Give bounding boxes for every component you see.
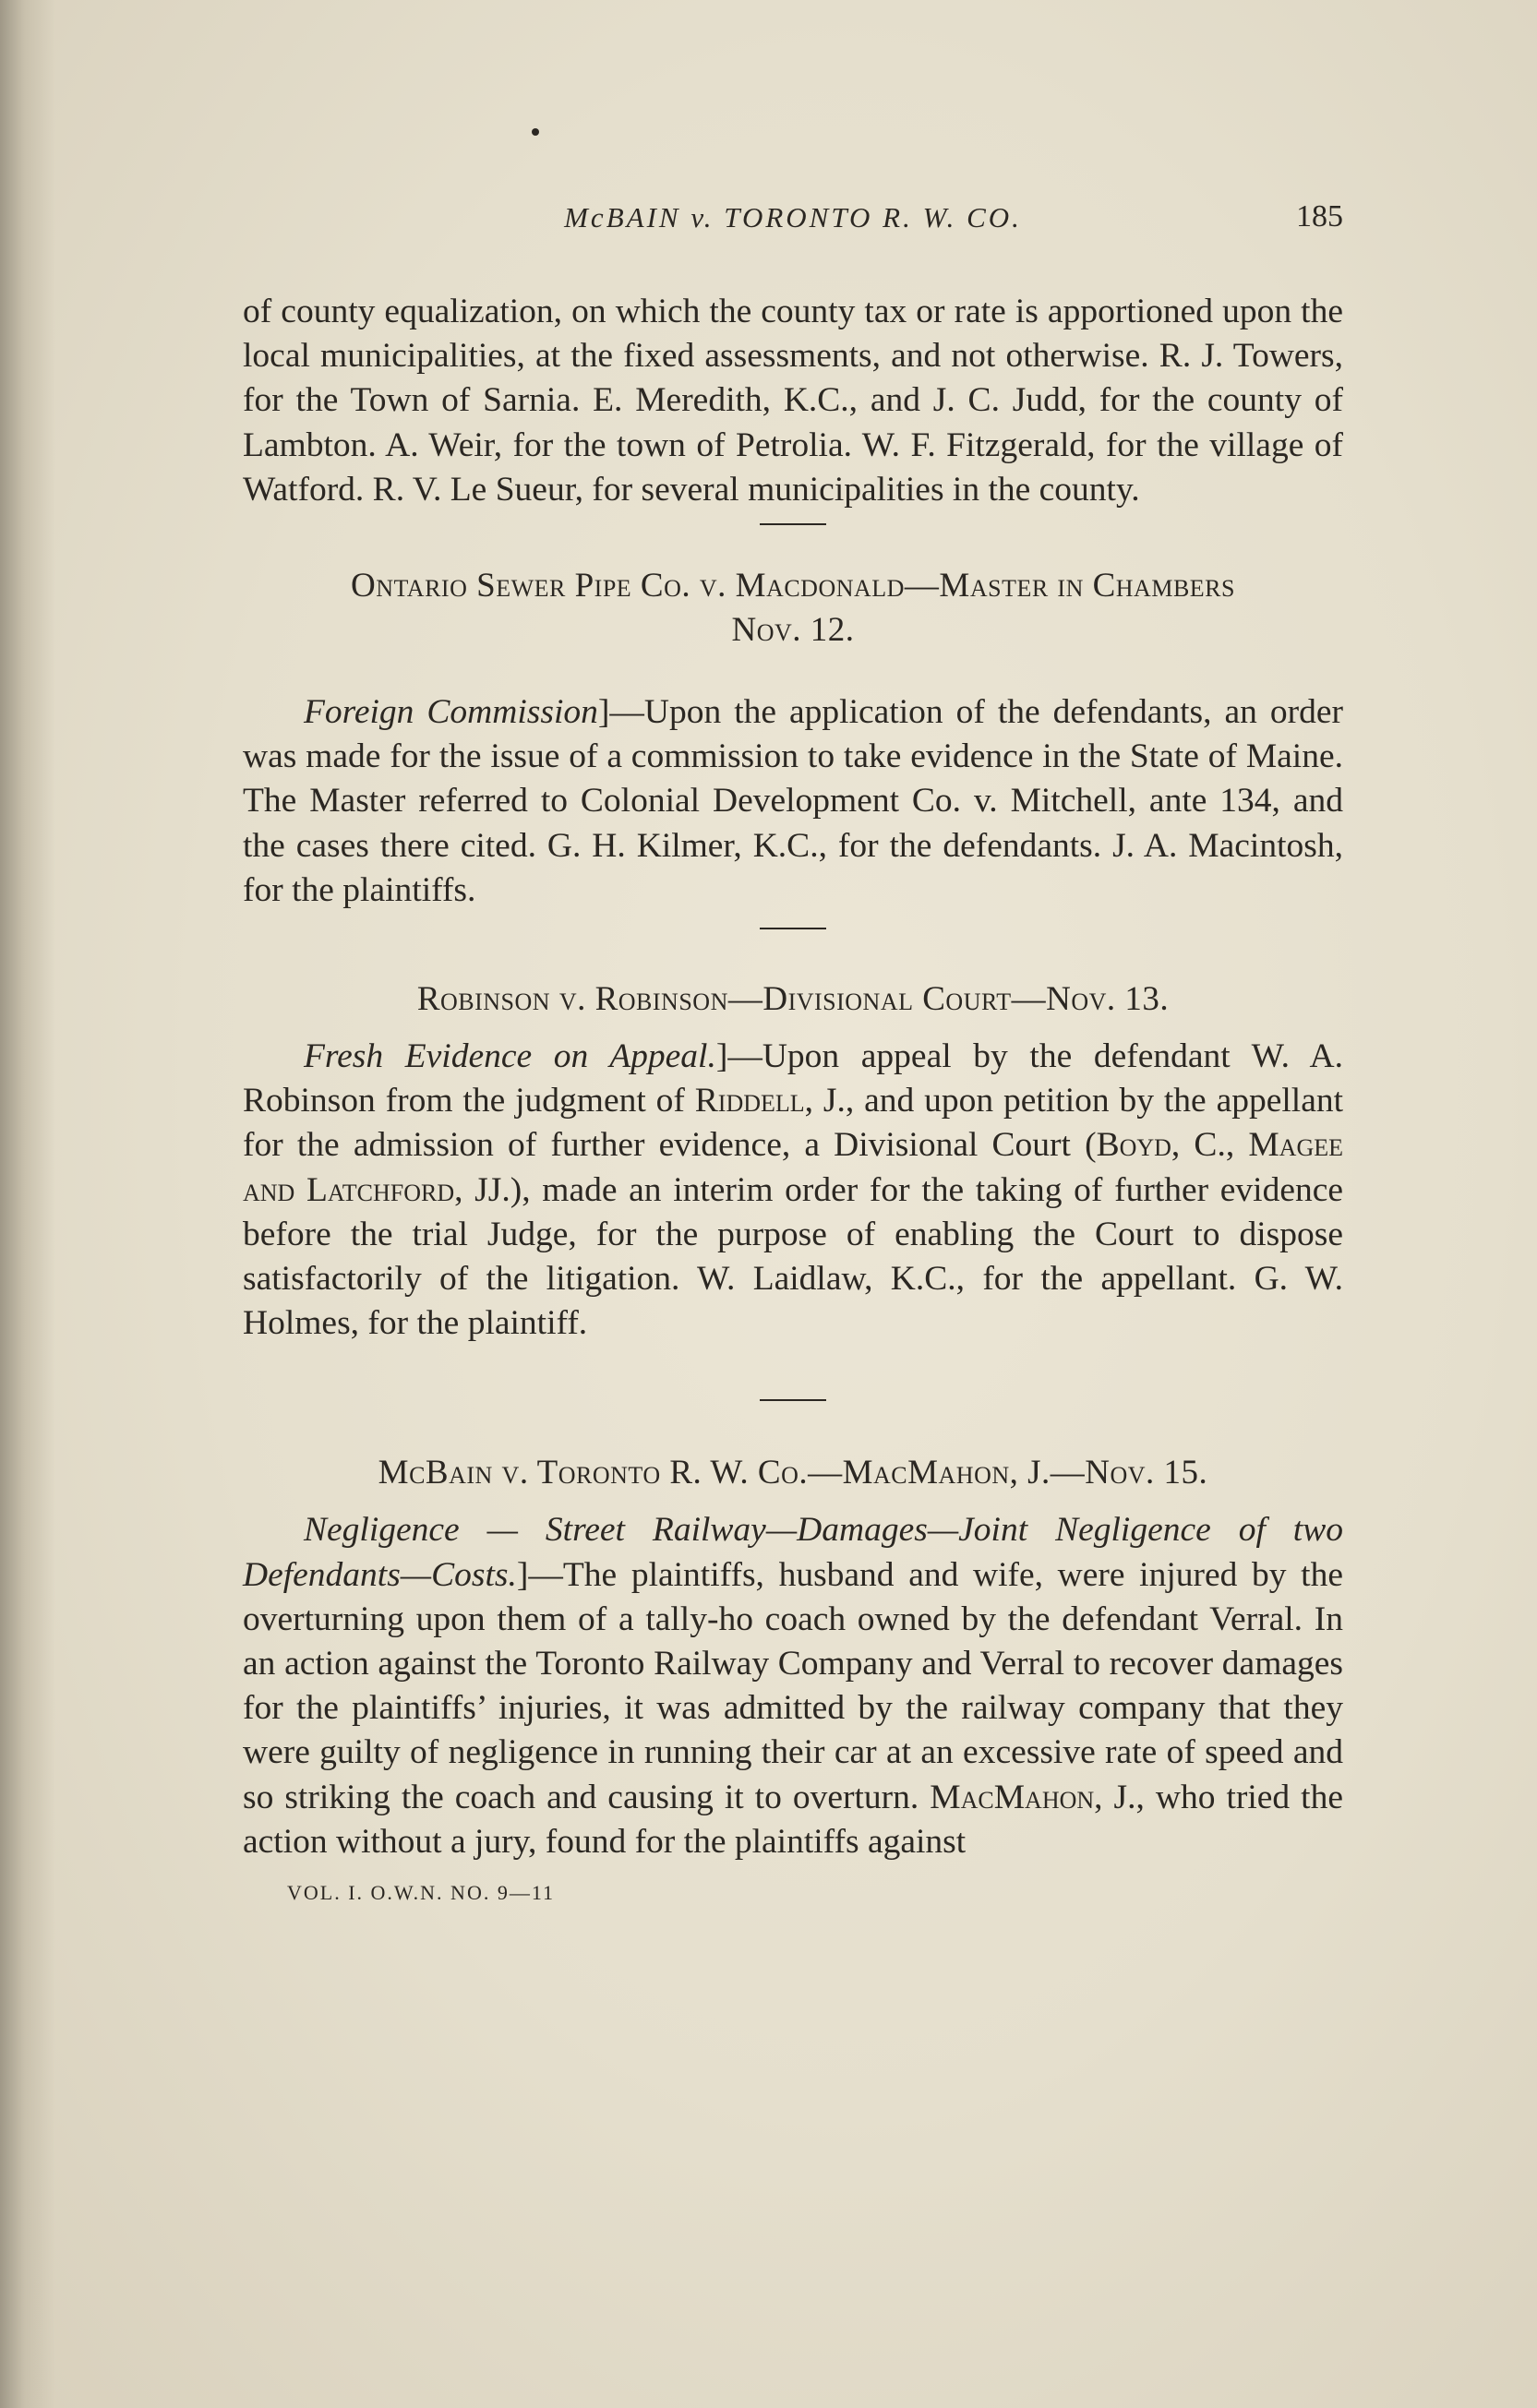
- case-title: Robinson v. Robinson—Divisional Court—Nov. 13.: [416, 980, 1170, 1019]
- case-subject: Fresh Evidence on Appeal.: [304, 1037, 716, 1076]
- bench-names: Boyd, C., Magee and Latchford, JJ.: [243, 1126, 1343, 1209]
- page-content: [243, 185, 1343, 1905]
- case-title: Ontario Sewer Pipe Co. v. Macdonald—Master in Chambers: [351, 567, 1235, 605]
- continued-paragraph: of county equalization, on which the county tax or rate is apportioned upon the local municipalities, at the fixed assessments, and not otherwise. R. J. Towers, for the Town of Sarnia. E. Meredith, K.C., and J. C. Judd, for the county of Lambton. A. Weir, for the town of Petrolia. W. F. Fitzgerald, for the village of Watford. R. V. Le Sueur, for several municipalities in the county.: [243, 293, 1343, 509]
- case-title: McBain v. Toronto R. W. Co.—MacMahon, J.—Nov. 15.: [378, 1454, 1208, 1492]
- case-subject: Foreign Commission: [304, 693, 598, 732]
- case-body: ]—Upon the application of the defendants, an order was made for the issue of a commission to take evidence in the State of Maine. The Master referred to Colonial Development Co. v. Mitchell, ante 134, and the cases there cited. G. H. Kilmer, K.C., for the defendants. J. A. Macintosh, for the plaintiffs.: [243, 693, 1343, 909]
- page-number: 185: [1296, 199, 1343, 234]
- case-body: ]—Upon appeal by the defendant W. A. Robinson from the judgment of: [243, 1037, 1343, 1120]
- running-head: [243, 185, 1343, 249]
- spine-shadow: [0, 0, 55, 2408]
- section-rule: [760, 928, 826, 929]
- section-rule: [760, 523, 826, 525]
- judge-name: Riddell: [694, 1082, 805, 1120]
- case-heading-robinson: [243, 977, 1343, 1022]
- print-mark: [532, 128, 539, 136]
- section-rule: [760, 1399, 826, 1401]
- running-title: McBAIN v. TORONTO R. W. CO.: [564, 201, 1022, 234]
- case-body: , J., and upon petition by the appellant for the admission of further evidence, a Divisional Court (: [243, 1082, 1344, 1165]
- judge-name: MacMahon: [930, 1778, 1095, 1816]
- case-paragraph-robinson: [243, 1035, 1343, 1346]
- case-heading-ontario-sewer-pipe: [243, 564, 1343, 653]
- case-subject: Negligence — Street Railway—Damages—Joint Negligence of two Defendants—Costs.: [243, 1511, 1343, 1594]
- case-paragraph-ontario-sewer-pipe: [243, 690, 1343, 913]
- case-body: ]—The plaintiffs, husband and wife, were injured by the overturning upon them of a tally-ho coach owned by the defendant Verral. In an action against the Toronto Railway Company and Verral to recover damages for the plaintiffs’ injuries, it was admitted by the railway company that they were guilty of negligence in running their car at an excessive rate of speed and so striking the coach and causing it to overturn.: [243, 1555, 1343, 1816]
- case-paragraph-mcbain: [243, 1508, 1343, 1864]
- case-body: ), made an interim order for the taking of further evidence before the trial Judge, for the purpose of enabling the Court to dispose satisfactorily of the litigation. W. Laidlaw, K.C., for the appellant. G. W. Holmes, for the plaintiff.: [243, 1170, 1344, 1343]
- case-body: , J., who tried the action without a jury, found for the plaintiffs against: [243, 1778, 1343, 1861]
- signature-mark: VOL. I. O.W.N. NO. 9—11: [287, 1881, 556, 1905]
- case-heading-mcbain: [243, 1451, 1343, 1495]
- case-date: Nov. 12.: [731, 611, 855, 650]
